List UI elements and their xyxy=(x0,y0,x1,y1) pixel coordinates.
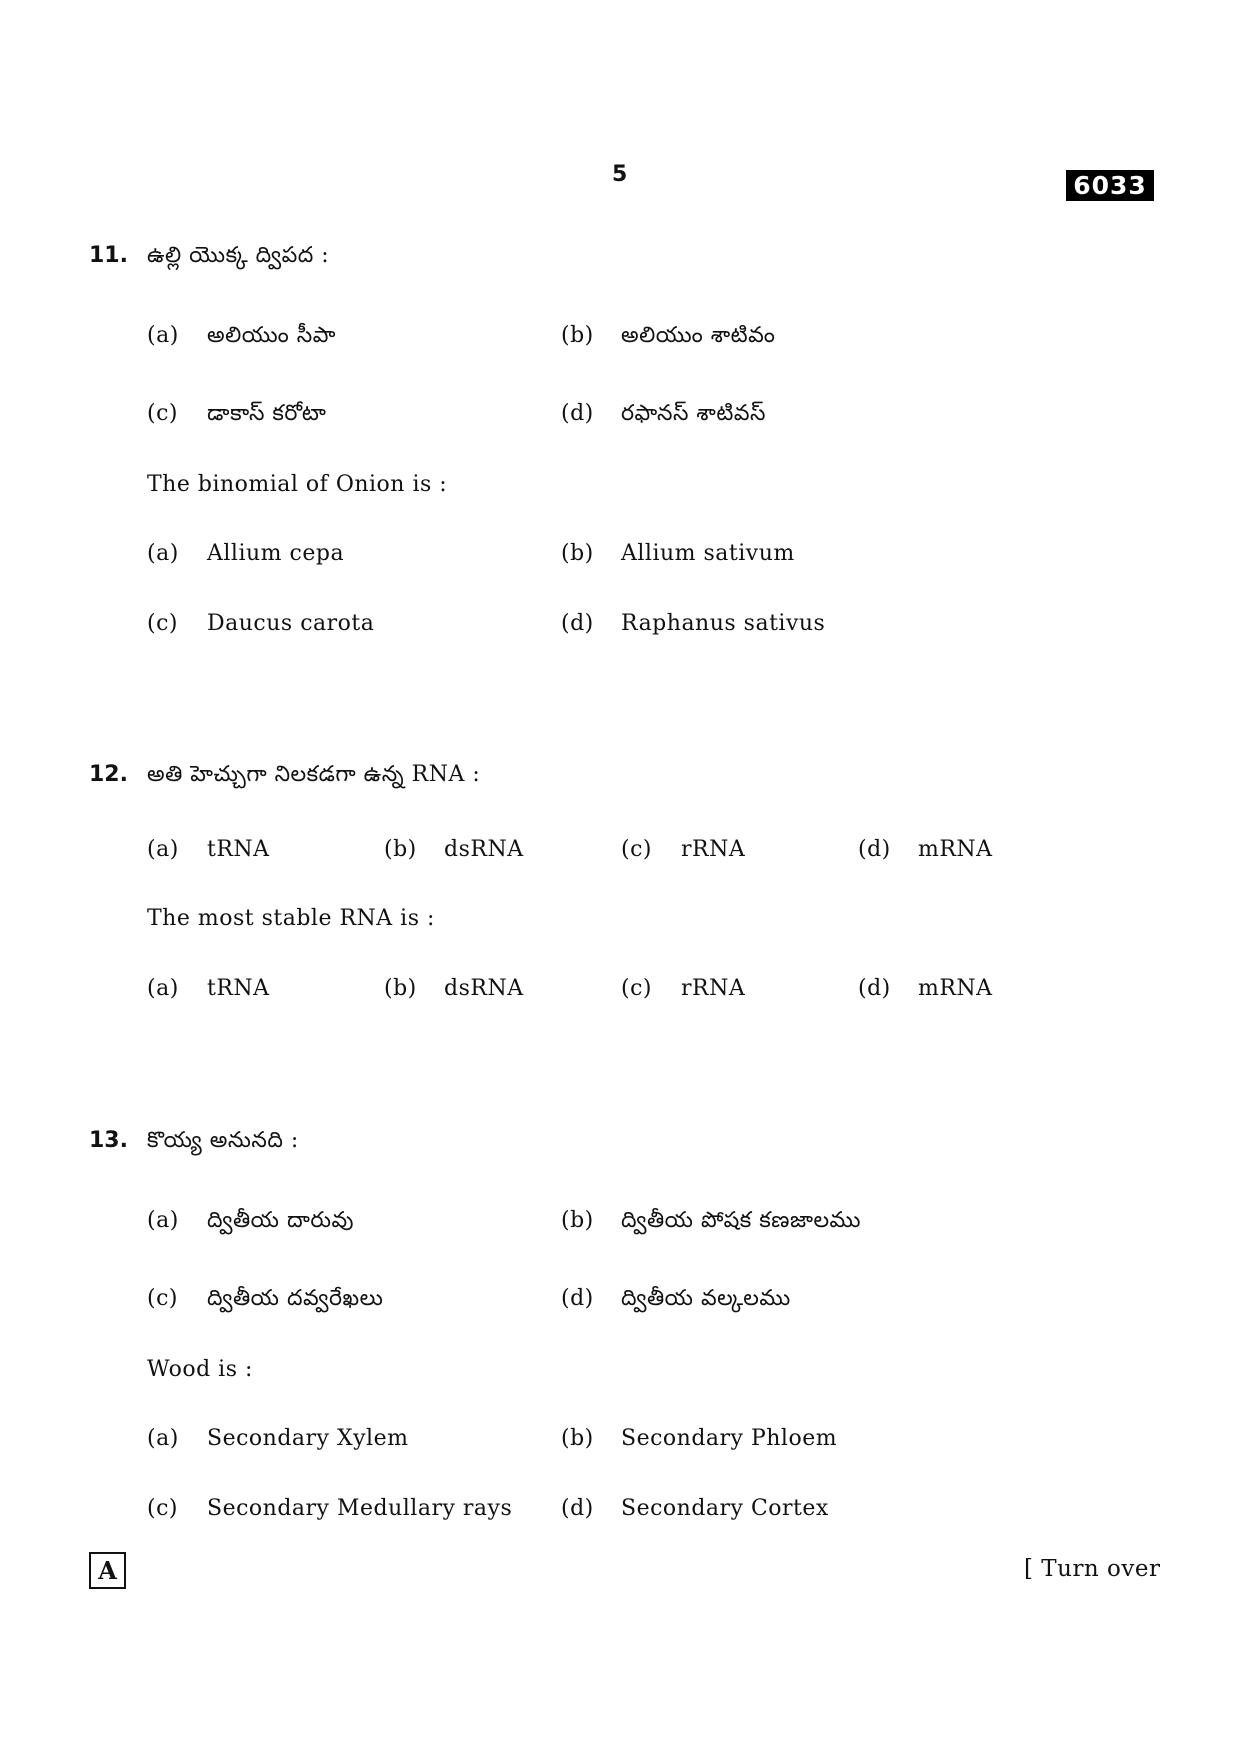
option-label: (a) xyxy=(147,837,179,862)
option-english-c xyxy=(621,976,745,1001)
option-label: (a) xyxy=(147,541,179,566)
option-english-a xyxy=(147,976,270,1001)
option-telugu-a xyxy=(147,837,270,862)
option-english-d xyxy=(858,976,993,1001)
option-text: ద్వితీయ దవ్వరేఖలు xyxy=(207,1286,384,1311)
question-english-text: The most stable RNA is : xyxy=(147,906,435,931)
option-label: (c) xyxy=(147,1496,178,1521)
option-text: dsRNA xyxy=(444,837,524,862)
option-telugu-d xyxy=(858,837,993,862)
option-text: Secondary Xylem xyxy=(207,1426,409,1451)
option-text: Daucus carota xyxy=(207,611,375,636)
option-english-b xyxy=(384,976,524,1001)
question-number: 11. xyxy=(89,243,128,268)
option-telugu-c xyxy=(621,837,745,862)
option-text: Allium sativum xyxy=(621,541,795,566)
option-label: (b) xyxy=(384,976,417,1001)
option-label: (a) xyxy=(147,323,179,348)
option-text: rRNA xyxy=(681,837,746,862)
question-english-text: The binomial of Onion is : xyxy=(147,472,448,497)
option-label: (c) xyxy=(147,611,178,636)
option-label: (b) xyxy=(561,541,594,566)
question-telugu-text: కొయ్య అనునది : xyxy=(147,1128,299,1153)
option-label: (d) xyxy=(561,401,594,426)
option-text: ద్వితీయ దారువు xyxy=(207,1208,354,1233)
option-text: mRNA xyxy=(918,837,993,862)
option-text: dsRNA xyxy=(444,976,524,1001)
option-english-b xyxy=(561,1426,837,1451)
option-text: అలియుం సీపా xyxy=(207,323,336,348)
option-english-d xyxy=(561,1496,829,1521)
option-text: Secondary Phloem xyxy=(621,1426,838,1451)
option-telugu-a xyxy=(147,323,336,353)
option-telugu-c xyxy=(147,401,326,431)
option-english-a xyxy=(147,1426,408,1451)
page-number: 5 xyxy=(612,162,628,187)
option-text: Raphanus sativus xyxy=(621,611,826,636)
paper-code-badge: 6033 xyxy=(1066,170,1154,201)
option-label: (b) xyxy=(561,323,594,348)
option-telugu-c xyxy=(147,1286,383,1316)
option-label: (a) xyxy=(147,1426,179,1451)
turn-over-note: [ Turn over xyxy=(1024,1556,1161,1582)
option-text: రఫానస్ శాటివస్ xyxy=(621,401,766,426)
option-telugu-b xyxy=(561,323,775,353)
option-english-d xyxy=(561,611,825,636)
question-number: 12. xyxy=(89,762,128,787)
option-text: Secondary Cortex xyxy=(621,1496,829,1521)
option-telugu-a xyxy=(147,1208,354,1238)
option-english-b xyxy=(561,541,795,566)
option-telugu-b xyxy=(384,837,524,862)
option-text: mRNA xyxy=(918,976,993,1001)
option-label: (b) xyxy=(384,837,417,862)
option-english-c xyxy=(147,1496,512,1521)
option-label: (d) xyxy=(858,837,891,862)
option-label: (b) xyxy=(561,1426,594,1451)
option-label: (c) xyxy=(147,1286,178,1311)
option-label: (d) xyxy=(561,1496,594,1521)
option-text: Allium cepa xyxy=(207,541,345,566)
option-text: rRNA xyxy=(681,976,746,1001)
question-number: 13. xyxy=(89,1128,128,1153)
option-label: (a) xyxy=(147,976,179,1001)
option-text: tRNA xyxy=(207,976,270,1001)
question-english-text: Wood is : xyxy=(147,1357,253,1382)
option-text: డాకాస్ కరోటా xyxy=(207,401,327,426)
option-text: Secondary Medullary rays xyxy=(207,1496,513,1521)
option-text: అలియుం శాటివం xyxy=(621,323,776,348)
option-label: (d) xyxy=(561,611,594,636)
option-text: ద్వితీయ వల్కలము xyxy=(621,1286,791,1311)
option-label: (c) xyxy=(147,401,178,426)
option-text: ద్వితీయ పోషక కణజాలము xyxy=(621,1208,861,1233)
question-telugu-text: అతి హెచ్చుగా నిలకడగా ఉన్న RNA : xyxy=(147,762,481,787)
option-telugu-d xyxy=(561,1286,791,1316)
booklet-code-box: A xyxy=(89,1552,126,1589)
option-label: (c) xyxy=(621,837,652,862)
option-label: (d) xyxy=(858,976,891,1001)
option-text: tRNA xyxy=(207,837,270,862)
option-telugu-d xyxy=(561,401,766,431)
option-label: (b) xyxy=(561,1208,594,1233)
option-label: (c) xyxy=(621,976,652,1001)
option-english-c xyxy=(147,611,374,636)
option-english-a xyxy=(147,541,344,566)
option-label: (a) xyxy=(147,1208,179,1233)
option-label: (d) xyxy=(561,1286,594,1311)
question-telugu-text: ఉల్లి యొక్క ద్విపద : xyxy=(147,243,330,268)
option-telugu-b xyxy=(561,1208,861,1238)
